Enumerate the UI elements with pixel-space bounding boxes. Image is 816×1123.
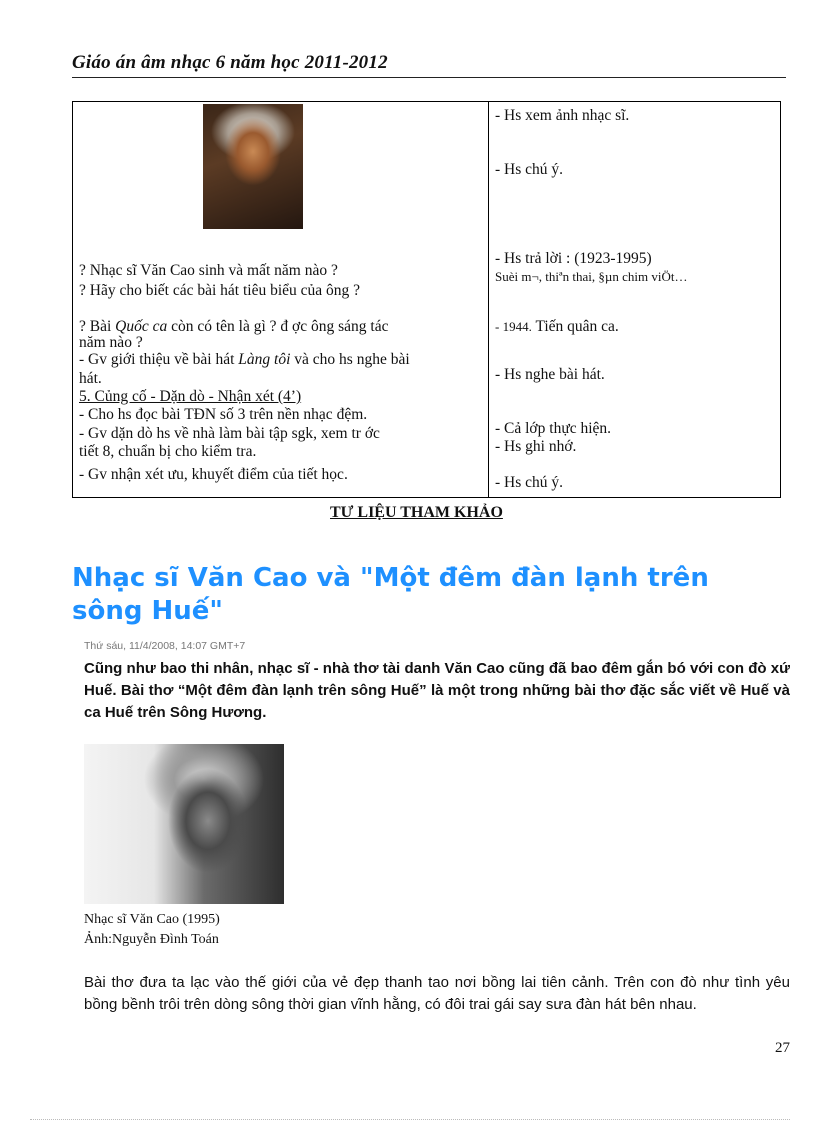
question-birth-death: ? Nhạc sĩ Văn Cao sinh và mất năm nào ?	[79, 262, 338, 279]
photo-caption	[84, 910, 220, 950]
review-item-2b: tiết 8, chuẩn bị cho kiểm tra.	[79, 443, 257, 460]
answer-anthem-year: - 1944.	[495, 319, 532, 334]
section-5-heading: 5. Củng cố - Dặn dò - Nhận xét (4’)	[79, 388, 302, 405]
intro-song-pre: - Gv giới thiệu về bài hát	[79, 351, 239, 368]
answer-perform: - Cả lớp thực hiện.	[495, 420, 612, 437]
reference-title: TƯ LIỆU THAM KHẢO	[330, 504, 503, 521]
answer-view-photo: - Hs xem ảnh nhạc sĩ.	[495, 107, 630, 124]
question-anthem-post: còn có tên là gì ? đ ợc ông sáng tác	[167, 318, 389, 335]
page-number: 27	[775, 1040, 790, 1056]
intro-song-title: Làng tôi	[238, 351, 291, 368]
caption-line-2: Ảnh:Nguyễn Đình Toán	[84, 932, 219, 947]
answer-remember: - Hs ghi nhớ.	[495, 438, 577, 455]
answer-listen: - Hs nghe bài hát.	[495, 366, 605, 383]
composer-portrait-photo	[84, 744, 284, 904]
answer-years: - Hs trả lời : (1923-1995)	[495, 250, 652, 267]
question-anthem-pre: ? Bài	[79, 318, 116, 335]
page-header-title: Giáo án âm nhạc 6 năm học 2011-2012	[72, 52, 388, 73]
answer-attention-2: - Hs chú ý.	[495, 474, 564, 491]
header-rule	[72, 77, 786, 78]
article-date: Thứ sáu, 11/4/2008, 14:07 GMT+7	[84, 640, 246, 652]
question-anthem-song: Quốc ca	[115, 318, 168, 335]
review-item-3: - Gv nhận xét ưu, khuyết điểm của tiết học.	[79, 466, 348, 483]
question-anthem-line2: năm nào ?	[79, 334, 143, 351]
intro-song	[79, 351, 410, 368]
review-item-1: - Cho hs đọc bài TĐN số 3 trên nền nhạc đệm.	[79, 406, 368, 423]
composer-photo	[203, 104, 303, 229]
footer-rule	[30, 1119, 790, 1120]
question-anthem	[79, 318, 388, 335]
table-column-divider	[488, 102, 489, 497]
review-item-2: - Gv dặn dò hs về nhà làm bài tập sgk, xem tr ớc	[79, 425, 380, 442]
caption-line-1: Nhạc sĩ Văn Cao (1995)	[84, 912, 220, 927]
article-body: Bài thơ đưa ta lạc vào thế giới của vẻ đẹp thanh tao nơi bồng lai tiên cảnh. Trên con đò như tình yêu bồng bềnh trôi trên dòng sông thời gian vĩnh hằng, có đôi trai gái say sưa đàn hát bên nhau.	[84, 974, 790, 1013]
article-lead: Cũng như bao thi nhân, nhạc sĩ - nhà thơ tài danh Văn Cao cũng đã bao đêm gắn bó với con đò xứ Huế. Bài thơ “Một đêm đàn lạnh trên sông Huế” là một trong những bài thơ đặc sắc viết về Huế và ca Huế trên Sông Hương.	[84, 660, 790, 721]
question-songs: ? Hãy cho biết các bài hát tiêu biểu của ông ?	[79, 282, 361, 299]
article-title: Nhạc sĩ Văn Cao và "Một đêm đàn lạnh trên sông Huế"	[72, 563, 709, 626]
answer-songs: Suèi m¬, thiªn thai, §µn chim viÖt…	[495, 269, 688, 284]
lesson-plan-table	[72, 101, 781, 498]
answer-attention: - Hs chú ý.	[495, 161, 564, 178]
intro-song-line2: hát.	[79, 370, 102, 387]
intro-song-post: và cho hs nghe bài	[290, 351, 410, 368]
answer-anthem	[495, 318, 619, 335]
answer-anthem-song: Tiến quân ca.	[531, 318, 619, 335]
